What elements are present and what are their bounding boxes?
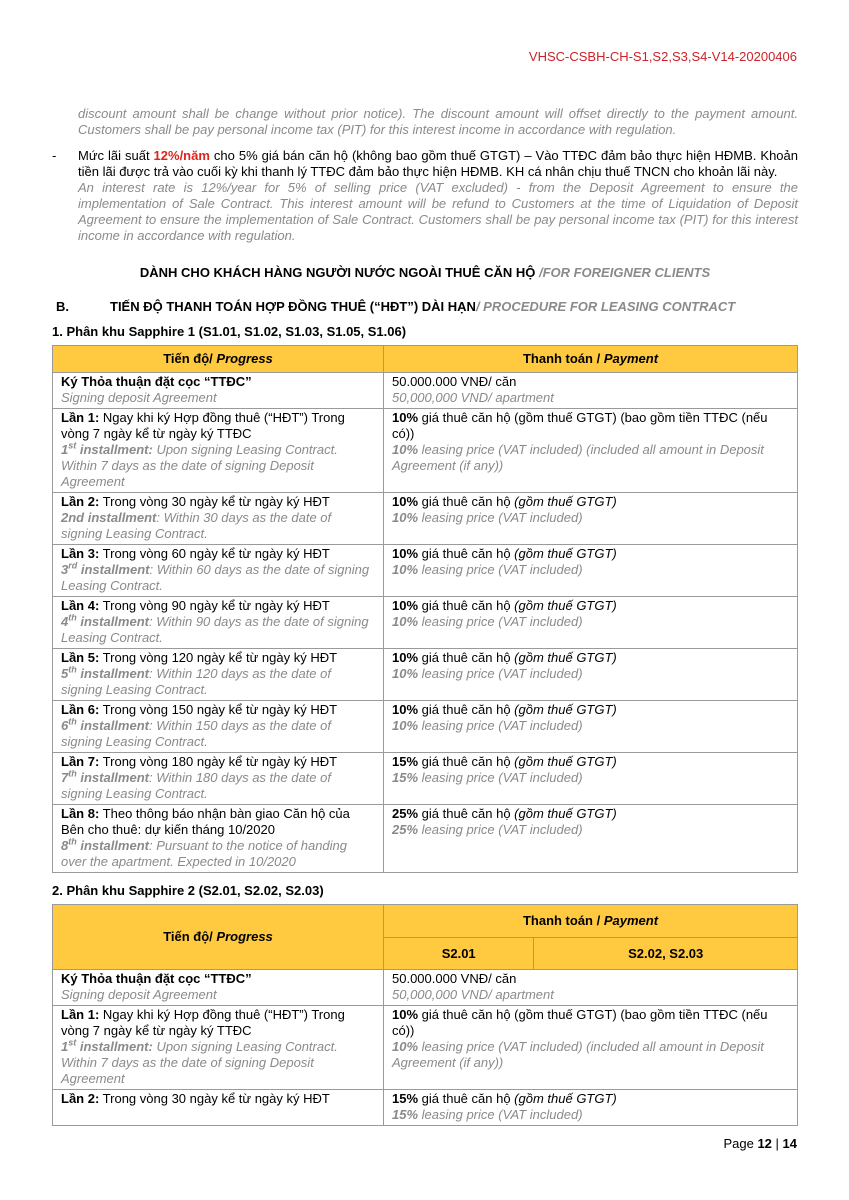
payment-vi-text: giá thuê căn hộ (gồm thuế GTGT) (bao gồm tiền TTĐC (nếu có)) [392,1007,768,1038]
table-row [53,409,798,493]
payment-en [392,822,789,838]
progress-cell [53,409,384,493]
progress-en [61,987,375,1003]
progress-cell [53,597,384,649]
progress-vi-text: Trong vòng 30 ngày kể từ ngày ký HĐT [99,1091,330,1106]
progress-en-installment: installment: [76,1039,153,1054]
bullet-vi-pre: Mức lãi suất [78,148,154,163]
progress-en [61,442,375,490]
payment-en [392,770,789,786]
payment-vi-text: giá thuê căn hộ [418,806,515,821]
progress-en-text: : Within 150 days as the date of signing Leasing Contract. [61,718,331,749]
payment-percent: 10% [392,598,419,613]
progress-vi [61,598,375,614]
payment-vi [392,546,789,562]
progress-en-text: Upon signing Leasing Contract. Within 7 days as the date of signing Deposit Agreement [61,442,338,489]
header-progress-vi: Tiến độ/ [163,351,217,366]
progress-step-label: Lần 7: [61,754,100,769]
progress-en-ordinal: 7 [61,770,69,785]
payment-percent: 10% [392,650,419,665]
table-row [53,805,798,873]
foreigner-heading-vi: DÀNH CHO KHÁCH HÀNG NGƯỜI NƯỚC NGOÀI THUÊ CĂN HỘ [139,265,539,280]
progress-en [61,1039,375,1087]
progress-step-label: Ký Thỏa thuận đặt cọc “TTĐC” [61,971,252,986]
payment-en-text: leasing price (VAT included) [418,718,583,733]
progress-en-ordinal: 1 [61,1039,69,1054]
payment-vi-vat: (gồm thuế GTGT) [514,598,617,613]
payment-cell [384,1006,798,1090]
progress-cell [53,545,384,597]
page-content [52,106,798,1126]
progress-vi-text: Theo thông báo nhận bàn giao Căn hộ của Bên cho thuê: dự kiến tháng 10/2020 [61,806,350,837]
table2-header-row [53,905,798,938]
payment-en-percent: 10% [392,510,419,525]
payment-vi [392,598,789,614]
progress-en-text: Signing deposit Agreement [61,987,217,1002]
progress-cell [53,1090,384,1126]
interest-bullet [52,148,798,244]
payment-vi-text: 50.000.000 VNĐ/ căn [392,374,517,389]
table2-header-progress [53,905,384,970]
payment-vi [392,754,789,770]
table-row [53,545,798,597]
page-label: Page [723,1136,758,1151]
payment-vi [392,650,789,666]
bullet-vi-post: cho 5% giá bán căn hộ (không bao gồm thuế GTGT) – Vào TTĐC đảm bảo thực hiện HĐMB. Khoản tiền lãi được trả vào cuối kỳ khi thanh lý TTĐC đảm bảo thực hiện HĐMB. KH cá nhân chịu thuế TNCN cho khoản lãi này. [78,148,798,179]
payment-vi-text: giá thuê căn hộ [418,494,515,509]
progress-en-ordinal: 4 [61,614,69,629]
payment-en-percent: 10% [392,718,419,733]
progress-vi [61,754,375,770]
payment-en-text: leasing price (VAT included) [418,562,583,577]
progress-vi-text: Trong vòng 60 ngày kể từ ngày ký HĐT [99,546,330,561]
progress-vi [61,374,375,390]
table-row [53,597,798,649]
payment-vi-vat: (gồm thuế GTGT) [514,1091,617,1106]
payment-en [392,666,789,682]
sapphire2-payment-table [52,904,798,1126]
progress-en [61,562,375,594]
payment-cell [384,649,798,701]
progress-en [61,390,375,406]
payment-vi-vat: (gồm thuế GTGT) [514,754,617,769]
progress-step-label: Lần 8: [61,806,100,821]
page-number [723,1136,797,1151]
progress-en-suffix: th [68,836,77,847]
bullet-vi [78,148,798,180]
payment-percent: 25% [392,806,419,821]
bullet-dash: - [52,148,57,163]
progress-en [61,614,375,646]
section-b-label: B. [56,299,69,314]
table-row [53,701,798,753]
progress-vi-text: Ngay khi ký Hợp đồng thuê (“HĐT”) Trong vòng 7 ngày kể từ ngày ký TTĐC [61,410,345,441]
table1-header-row [53,346,798,373]
header-payment-vi: Thanh toán / [522,913,604,928]
payment-percent: 10% [392,494,419,509]
payment-en-text: leasing price (VAT included) [418,770,583,785]
progress-en-suffix: st [68,1037,77,1048]
payment-vi-text: giá thuê căn hộ [418,754,515,769]
page-total: 14 [782,1136,797,1151]
payment-vi-text: giá thuê căn hộ [418,546,515,561]
progress-en [61,510,375,542]
payment-vi [392,1007,789,1039]
payment-vi-text: giá thuê căn hộ [418,650,515,665]
progress-en-suffix: th [68,612,77,623]
bullet-body [78,148,798,244]
payment-en [392,718,789,734]
progress-en-installment: installment [76,718,149,733]
section-b-en: / PROCEDURE FOR LEASING CONTRACT [475,299,736,314]
payment-cell [384,970,798,1006]
payment-en-percent: 10% [392,562,419,577]
progress-step-label: Lần 3: [61,546,100,561]
progress-vi-text: Trong vòng 120 ngày kể từ ngày ký HĐT [99,650,338,665]
payment-vi [392,410,789,442]
payment-percent: 10% [392,1007,419,1022]
document-code: VHSC-CSBH-CH-S1,S2,S3,S4-V14-20200406 [528,49,797,64]
table-row [53,649,798,701]
progress-vi [61,494,375,510]
payment-en-percent: 10% [392,442,419,457]
progress-en-installment: installment [76,838,149,853]
bullet-en: An interest rate is 12%/year for 5% of selling price (VAT excluded) - from the Deposit Agreement to ensure the implementation of Sale Contract. This interest amount will be refund to Customers at the time of Liquidation of Deposit Agreement to ensure the implementation of Sale Contract. Customers shall be pay personal income tax (PIT) for this interest income in accordance with regulation. [78,180,798,243]
payment-en-text: leasing price (VAT included) [418,510,583,525]
page-separator: | [771,1136,783,1151]
payment-en [392,987,789,1003]
progress-en [61,718,375,750]
progress-vi-text: Trong vòng 90 ngày kể từ ngày ký HĐT [99,598,330,613]
payment-cell [384,597,798,649]
payment-cell [384,701,798,753]
progress-en-installment: installment [76,666,149,681]
table-row [53,493,798,545]
foreigner-heading [52,265,798,281]
header-progress-en: Progress [216,929,273,944]
table-row [53,1006,798,1090]
progress-vi-text: Trong vòng 150 ngày kể từ ngày ký HĐT [99,702,338,717]
table-row [53,1090,798,1126]
payment-en-text: leasing price (VAT included) [418,822,583,837]
payment-en [392,614,789,630]
payment-vi-text: giá thuê căn hộ [418,598,515,613]
payment-en-text: leasing price (VAT included) [418,666,583,681]
payment-en [392,1107,789,1123]
progress-en-ordinal: 2nd [61,510,85,525]
progress-en-text: : Within 120 days as the date of signing Leasing Contract. [61,666,331,697]
progress-en-ordinal: 8 [61,838,69,853]
payment-en-text: 50,000,000 VND/ apartment [392,390,554,405]
progress-cell [53,373,384,409]
payment-en [392,390,789,406]
progress-step-label: Lần 2: [61,494,100,509]
payment-vi-vat: (gồm thuế GTGT) [514,494,617,509]
payment-vi [392,702,789,718]
progress-cell [53,701,384,753]
progress-en-text: : Within 90 days as the date of signing Leasing Contract. [61,614,369,645]
payment-en-text: 50,000,000 VND/ apartment [392,987,554,1002]
payment-en-percent: 10% [392,1039,419,1054]
payment-percent: 15% [392,1091,419,1106]
sapphire1-payment-table [52,345,798,873]
progress-cell [53,1006,384,1090]
subsection-2-title: 2. Phân khu Sapphire 2 (S2.01, S2.02, S2.03) [52,883,324,898]
header-payment-en: Payment [603,351,659,366]
payment-percent: 15% [392,754,419,769]
payment-en [392,562,789,578]
table-row [53,753,798,805]
header-payment-en: Payment [603,913,659,928]
payment-vi-text: giá thuê căn hộ [418,702,515,717]
payment-vi-vat: (gồm thuế GTGT) [514,702,617,717]
payment-cell [384,493,798,545]
table-row [53,373,798,409]
progress-en [61,838,375,870]
progress-en-text: : Within 180 days as the date of signing Leasing Contract. [61,770,331,801]
progress-step-label: Lần 1: [61,1007,100,1022]
payment-cell [384,805,798,873]
header-progress-vi: Tiến độ/ [163,929,217,944]
payment-vi [392,1091,789,1107]
payment-en-percent: 10% [392,666,419,681]
payment-vi-text: giá thuê căn hộ [418,1091,515,1106]
progress-vi [61,1007,375,1039]
progress-vi-text: Trong vòng 30 ngày kể từ ngày ký HĐT [99,494,330,509]
progress-step-label: Lần 2: [61,1091,100,1106]
progress-vi [61,971,375,987]
payment-cell [384,409,798,493]
progress-en-text: Upon signing Leasing Contract. Within 7 days as the date of signing Deposit Agreement [61,1039,338,1086]
payment-en-text: leasing price (VAT included) (included all amount in Deposit Agreement (if any)) [392,442,764,473]
progress-vi [61,806,375,838]
header-payment-vi: Thanh toán / [522,351,604,366]
table1-header-payment [384,346,798,373]
progress-cell [53,493,384,545]
payment-en [392,510,789,526]
progress-step-label: Lần 6: [61,702,100,717]
table2-header-payment [384,905,798,938]
progress-en [61,770,375,802]
table1-header-progress [53,346,384,373]
progress-en-text: : Pursuant to the notice of handing over the apartment. Expected in 10/2020 [61,838,348,869]
progress-en-text: : Within 60 days as the date of signing Leasing Contract. [61,562,370,593]
payment-vi [392,494,789,510]
payment-vi-vat: (gồm thuế GTGT) [514,546,617,561]
progress-en-installment: installment [76,614,149,629]
table2-col-s202-s203: S2.02, S2.03 [534,938,798,970]
progress-en [61,666,375,698]
payment-vi-text: 50.000.000 VNĐ/ căn [392,971,517,986]
payment-vi [392,806,789,822]
payment-en [392,442,789,474]
payment-percent: 10% [392,410,419,425]
progress-en-suffix: th [68,768,77,779]
subsection-1-title: 1. Phân khu Sapphire 1 (S1.01, S1.02, S1.03, S1.05, S1.06) [52,324,407,339]
progress-cell [53,649,384,701]
progress-step-label: Lần 1: [61,410,100,425]
progress-step-label: Ký Thỏa thuận đặt cọc “TTĐC” [61,374,252,389]
progress-en-suffix: rd [68,560,78,571]
progress-vi-text: Ngay khi ký Hợp đồng thuê (“HĐT”) Trong vòng 7 ngày kể từ ngày ký TTĐC [61,1007,345,1038]
payment-vi-text: giá thuê căn hộ (gồm thuế GTGT) (bao gồm tiền TTĐC (nếu có)) [392,410,768,441]
payment-vi-vat: (gồm thuế GTGT) [514,650,617,665]
progress-en-ordinal: 6 [61,718,69,733]
progress-en-suffix: th [68,716,77,727]
foreigner-heading-en: /FOR FOREIGNER CLIENTS [538,265,711,280]
payment-en [392,1039,789,1071]
payment-en-text: leasing price (VAT included) [418,1107,583,1122]
payment-percent: 10% [392,702,419,717]
progress-en-ordinal: 3 [61,562,69,577]
progress-en-installment: installment [77,562,150,577]
progress-en-ordinal: 5 [61,666,69,681]
progress-en-suffix: st [68,440,77,451]
progress-vi-text: Trong vòng 180 ngày kể từ ngày ký HĐT [99,754,338,769]
payment-cell [384,373,798,409]
payment-en-text: leasing price (VAT included) (included all amount in Deposit Agreement (if any)) [392,1039,764,1070]
payment-vi [392,971,789,987]
table2-col-s201: S2.01 [384,938,534,970]
payment-cell [384,1090,798,1126]
interest-rate: 12%/năm [153,148,210,163]
table-row [53,970,798,1006]
header-progress-en: Progress [216,351,273,366]
progress-step-label: Lần 4: [61,598,100,613]
payment-vi-vat: (gồm thuế GTGT) [514,806,617,821]
progress-en-installment: installment [76,770,149,785]
payment-percent: 10% [392,546,419,561]
payment-vi [392,374,789,390]
progress-cell [53,805,384,873]
progress-vi [61,546,375,562]
progress-en-installment: installment: [76,442,153,457]
intro-paragraph-en: discount amount shall be change without prior notice). The discount amount will offset directly to the payment amount. Customers shall be pay personal income tax (PIT) for this interest income in accordance with regulation. [78,106,798,137]
payment-en-percent: 15% [392,770,419,785]
progress-step-label: Lần 5: [61,650,100,665]
payment-en-percent: 25% [392,822,419,837]
page-current: 12 [757,1136,772,1151]
progress-en-text: Signing deposit Agreement [61,390,217,405]
progress-cell [53,753,384,805]
payment-en-percent: 10% [392,614,419,629]
progress-vi [61,702,375,718]
progress-en-ordinal: 1 [61,442,69,457]
payment-cell [384,753,798,805]
payment-cell [384,545,798,597]
progress-en-suffix: th [68,664,77,675]
progress-vi [61,1091,375,1107]
progress-en-installment: installment [84,510,157,525]
payment-en-text: leasing price (VAT included) [418,614,583,629]
progress-en-text: : Within 30 days as the date of signing Leasing Contract. [61,510,332,541]
section-b-heading [52,299,798,315]
progress-cell [53,970,384,1006]
progress-vi [61,410,375,442]
payment-en-percent: 15% [392,1107,419,1122]
progress-vi [61,650,375,666]
section-b-vi: TIẾN ĐỘ THANH TOÁN HỢP ĐỒNG THUÊ (“HĐT”) DÀI HẠN [110,299,476,314]
